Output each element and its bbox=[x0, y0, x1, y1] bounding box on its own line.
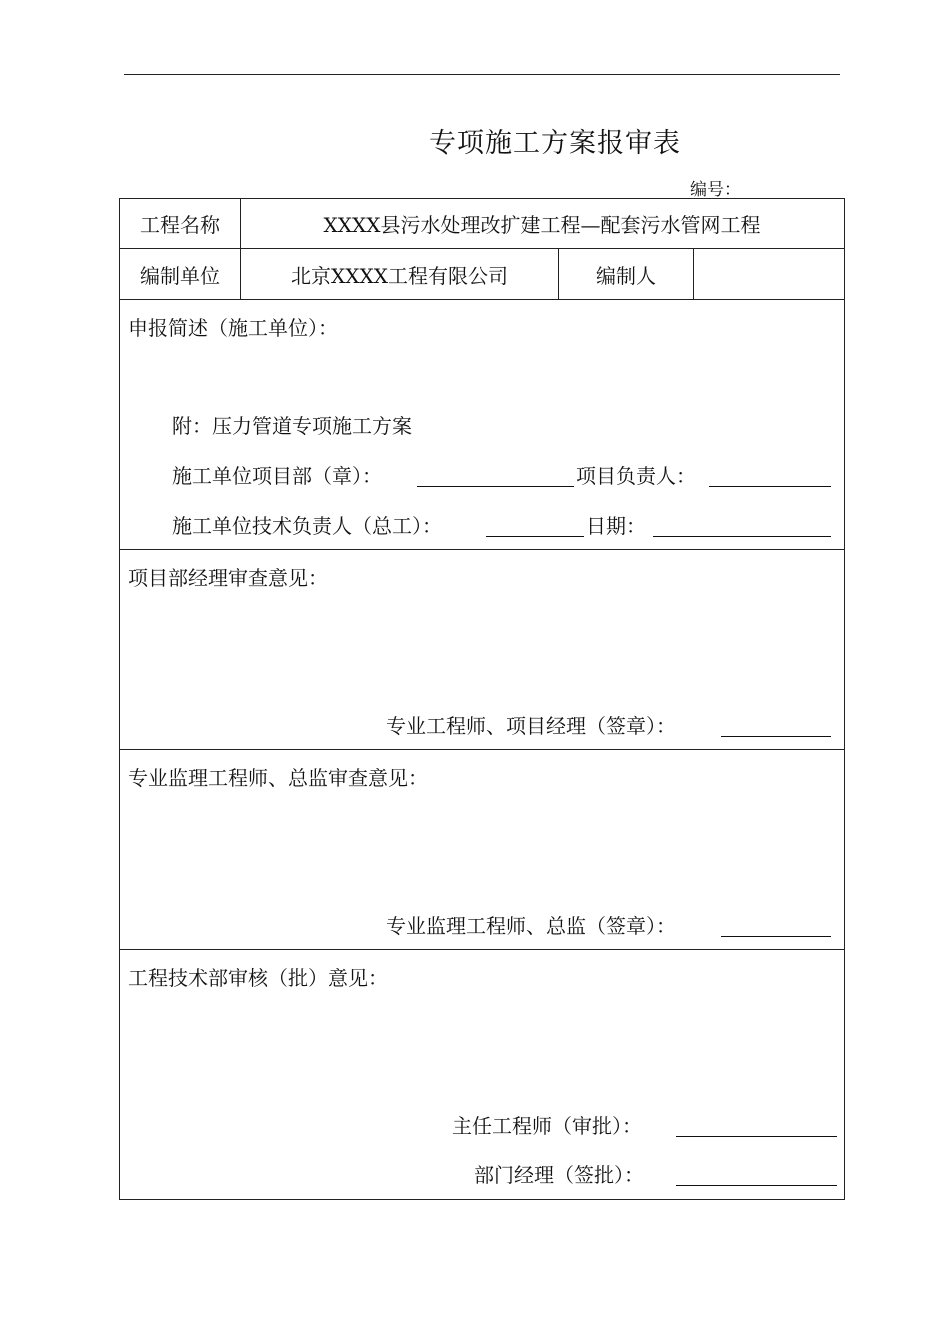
declaration-heading: 申报简述（施工单位）： bbox=[128, 316, 338, 340]
date-label: 日期： bbox=[586, 514, 646, 538]
chief-engineer-signature-line[interactable] bbox=[676, 1136, 837, 1137]
tech-review-heading: 工程技术部审核（批）意见： bbox=[128, 966, 388, 990]
header-rule bbox=[124, 74, 840, 75]
serial-number-label: 编号： bbox=[690, 180, 741, 200]
pm-review-heading: 项目部经理审查意见： bbox=[128, 566, 328, 590]
project-name-row bbox=[120, 199, 844, 249]
tech-review-section bbox=[120, 950, 844, 1200]
compiler-unit-label: 编制单位 bbox=[140, 263, 220, 288]
supervisor-sign-label: 专业监理工程师、总监（签章）： bbox=[386, 914, 676, 938]
pm-signature-line[interactable] bbox=[721, 736, 831, 737]
declaration-section bbox=[120, 300, 844, 550]
compiler-label: 编制人 bbox=[558, 249, 693, 299]
supervisor-review-section bbox=[120, 750, 844, 950]
compiler-unit-value[interactable]: 北京XXXX工程有限公司 bbox=[240, 249, 558, 299]
tech-leader-signature-line[interactable] bbox=[486, 536, 584, 537]
compiler-row bbox=[120, 249, 844, 300]
pm-review-section bbox=[120, 550, 844, 750]
dept-manager-signature-line[interactable] bbox=[676, 1185, 837, 1186]
date-line[interactable] bbox=[653, 536, 831, 537]
project-leader-signature-line[interactable] bbox=[709, 486, 831, 487]
project-dept-signature-line[interactable] bbox=[417, 486, 574, 487]
chief-engineer-label: 主任工程师（审批）： bbox=[452, 1114, 642, 1138]
project-dept-label: 施工单位项目部（章）： bbox=[172, 464, 382, 488]
page-title: 专项施工方案报审表 bbox=[429, 128, 681, 159]
tech-leader-label: 施工单位技术负责人（总工）： bbox=[172, 514, 442, 538]
project-name-value[interactable]: XXXX县污水处理改扩建工程—配套污水管网工程 bbox=[240, 199, 843, 248]
supervisor-signature-line[interactable] bbox=[721, 936, 831, 937]
supervisor-review-heading: 专业监理工程师、总监审查意见： bbox=[128, 766, 428, 790]
compiler-value[interactable] bbox=[693, 249, 843, 299]
pm-sign-label: 专业工程师、项目经理（签章）： bbox=[386, 714, 676, 738]
attachment-text: 附：压力管道专项施工方案 bbox=[172, 414, 412, 438]
project-leader-label: 项目负责人： bbox=[576, 464, 696, 488]
dept-manager-label: 部门经理（签批）： bbox=[474, 1163, 644, 1187]
approval-form bbox=[119, 198, 845, 1200]
project-name-label: 工程名称 bbox=[140, 213, 220, 237]
